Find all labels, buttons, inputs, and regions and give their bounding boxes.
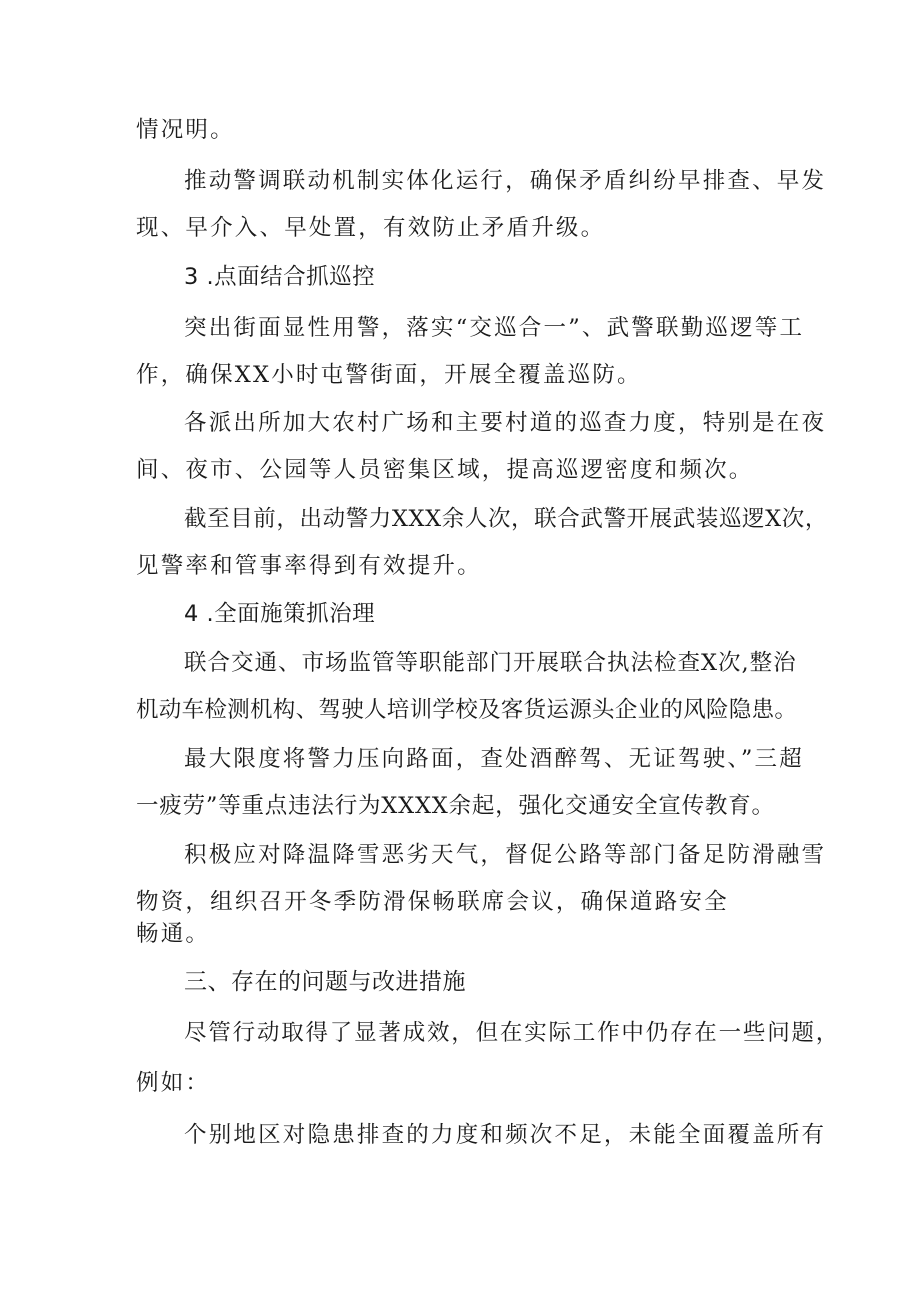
text-line: 情况明。 [136, 117, 235, 143]
text-line: 物资，组织召开冬季防滑保畅联席会议，确保道路安全 [136, 889, 729, 915]
text-line: 作，确保XX小时屯警街面，开展全覆盖巡防。 [136, 362, 642, 388]
text-line: 一疲劳”等重点违法行为XXXX余起，强化交通安全宣传教育。 [136, 793, 775, 819]
subheading: 4 .全面施策抓治理 [184, 601, 376, 627]
section-heading: 三、存在的问题与改进措施 [184, 969, 466, 995]
text-line: 机动车检测机构、驾驶人培训学校及客货运源头企业的风险隐患。 [136, 697, 798, 723]
text-line: 见警率和管事率得到有效提升。 [136, 553, 482, 579]
paragraph-first-line: 积极应对降温降雪恶劣天气，督促公路等部门备足防滑融雪 [184, 842, 827, 868]
text-line: 畅通。 [136, 921, 211, 947]
paragraph-first-line: 最大限度将警力压向路面，查处酒醉驾、无证驾驶、”三超 [184, 746, 804, 772]
subheading: 3 .点面结合抓巡控 [184, 264, 376, 290]
paragraph-first-line: 截至目前，出动警力XXX余人次，联合武警开展武装巡逻X次， [184, 506, 828, 532]
text-line: 例如： [136, 1070, 211, 1096]
text-line: 间、夜市、公园等人员密集区域，提高巡逻密度和频次。 [136, 457, 754, 483]
paragraph-first-line: 各派出所加大农村广场和主要村道的巡查力度，特别是在夜 [184, 410, 827, 436]
paragraph-first-line: 推动警调联动机制实体化运行，确保矛盾纠纷早排查、早发 [184, 168, 827, 194]
paragraph-first-line: 个别地区对隐患排查的力度和频次不足，未能全面覆盖所有 [184, 1122, 827, 1148]
paragraph-first-line: 尽管行动取得了显著成效，但在实际工作中仍存在一些问题， [184, 1020, 841, 1046]
paragraph-first-line: 突出街面显性用警，落实“交巡合一”、武警联勤巡逻等工 [184, 315, 805, 341]
paragraph-first-line: 联合交通、市场监管等职能部门开展联合执法检查X次,整治 [184, 650, 797, 676]
text-line: 现、早介入、早处置，有效防止矛盾升级。 [136, 215, 606, 241]
